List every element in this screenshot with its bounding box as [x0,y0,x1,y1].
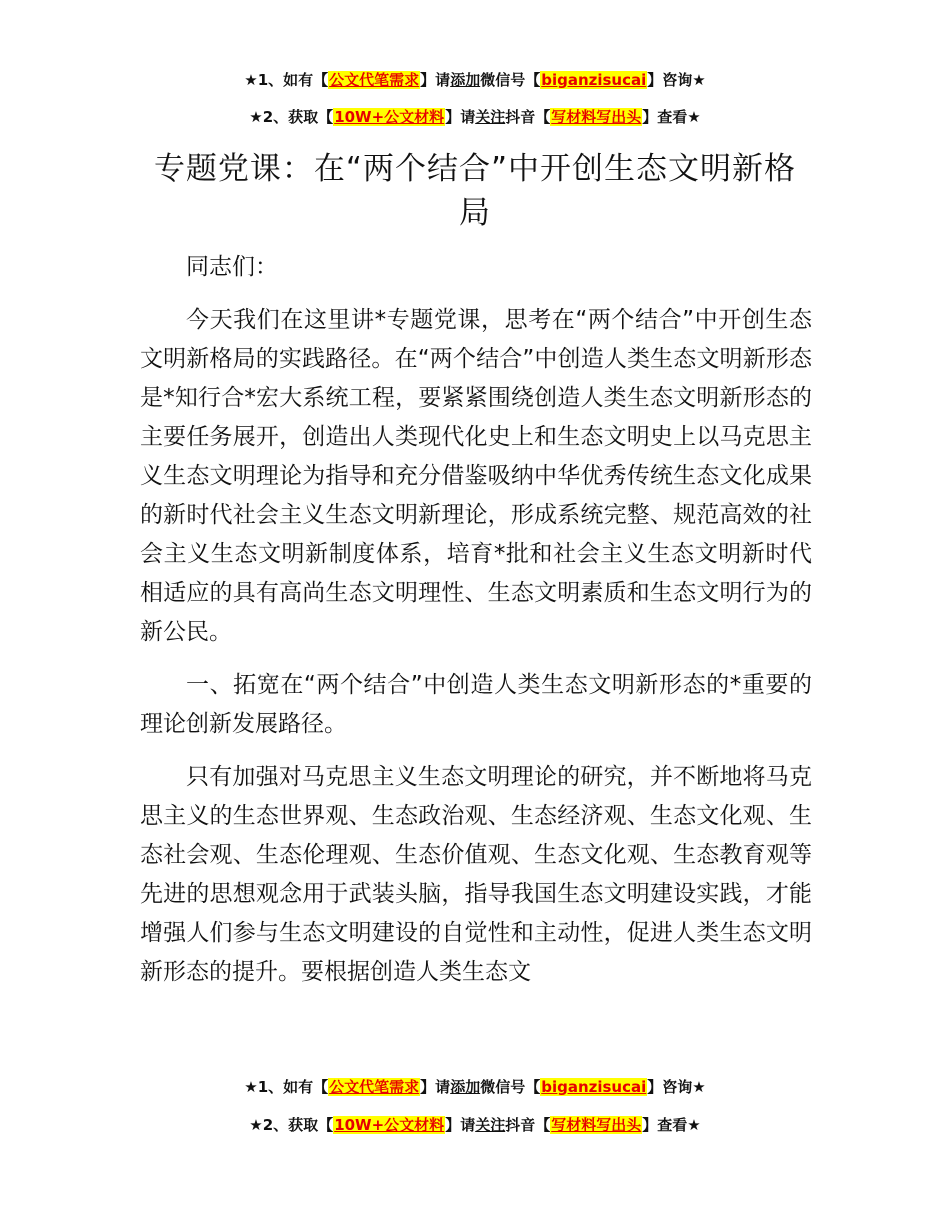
banner-text: 】请 [420,71,451,89]
banner-text: 】查看★ [642,108,701,126]
highlight-text: 10W+公文材料 [334,108,445,126]
wechat-id-highlight: biganzisucai [541,71,647,89]
banner-text: 微信号【 [480,71,541,89]
highlight-text: 10W+公文材料 [334,1116,445,1134]
document-body [140,248,812,1006]
banner-text: 抖音【 [505,108,551,126]
highlight-text: 公文代笔需求 [329,71,420,89]
banner-text: 】咨询★ [647,71,706,89]
banner-text: 】请 [445,1116,476,1134]
section-heading: 一、拓宽在“两个结合”中创造人类生态文明新形态的*重要的理论创新发展路径。 [140,672,812,737]
document-title: 专题党课：在“两个结合”中开创生态文明新格局 [153,151,797,231]
footer-banner-line-2 [0,1115,950,1135]
body-paragraph: 今天我们在这里讲*专题党课，思考在“两个结合”中开创生态文明新格局的实践路径。在“两个结合”中创造人类生态文明新形态是*知行合*宏大系统工程，要紧紧围绕创造人类生态文明新形态的主要任务展开，创造出人类现代化史上和生态文明史上以马克思主义生态文明理论为指导和充分借鉴吸纳中华优秀传统生态文化成果的新时代社会主义生态文明新理论，形成系统完整、规范高效的社会主义生态文明新制度体系，培育*批和社会主义生态文明新时代相适应的具有高尚生态文明理性、生态文明素质和生态文明行为的新公民。 [140,307,812,645]
emphasis-text: 添加 [450,1078,481,1096]
banner-text: ★1、如有【 [244,71,329,89]
banner-text: ★2、获取【 [249,108,334,126]
highlight-text: 公文代笔需求 [329,1078,420,1096]
salutation: 同志们： [186,254,278,280]
header-banner-line-1 [0,70,950,90]
emphasis-text: 添加 [450,71,481,89]
emphasis-text: 关注 [475,108,506,126]
header-banner-line-2 [0,107,950,127]
banner-text: 微信号【 [480,1078,541,1096]
banner-text: ★2、获取【 [249,1116,334,1134]
banner-text: 抖音【 [505,1116,551,1134]
banner-text: 】查看★ [642,1116,701,1134]
footer-banner-line-1 [0,1077,950,1097]
body-paragraph: 只有加强对马克思主义生态文明理论的研究，并不断地将马克思主义的生态世界观、生态政治观、生态经济观、生态文化观、生态社会观、生态伦理观、生态价值观、生态文化观、生态教育观等先进的思想观念用于武装头脑，指导我国生态文明建设实践，才能增强人们参与生态文明建设的自觉性和主动性，促进人类生态文明新形态的提升。要根据创造人类生态文 [140,764,812,985]
banner-text: 】请 [445,108,476,126]
douyin-id-highlight: 写材料写出头 [551,1116,642,1134]
banner-text: 】请 [420,1078,451,1096]
wechat-id-highlight: biganzisucai [541,1078,647,1096]
banner-text: ★1、如有【 [244,1078,329,1096]
banner-text: 】咨询★ [647,1078,706,1096]
douyin-id-highlight: 写材料写出头 [551,108,642,126]
emphasis-text: 关注 [475,1116,506,1134]
